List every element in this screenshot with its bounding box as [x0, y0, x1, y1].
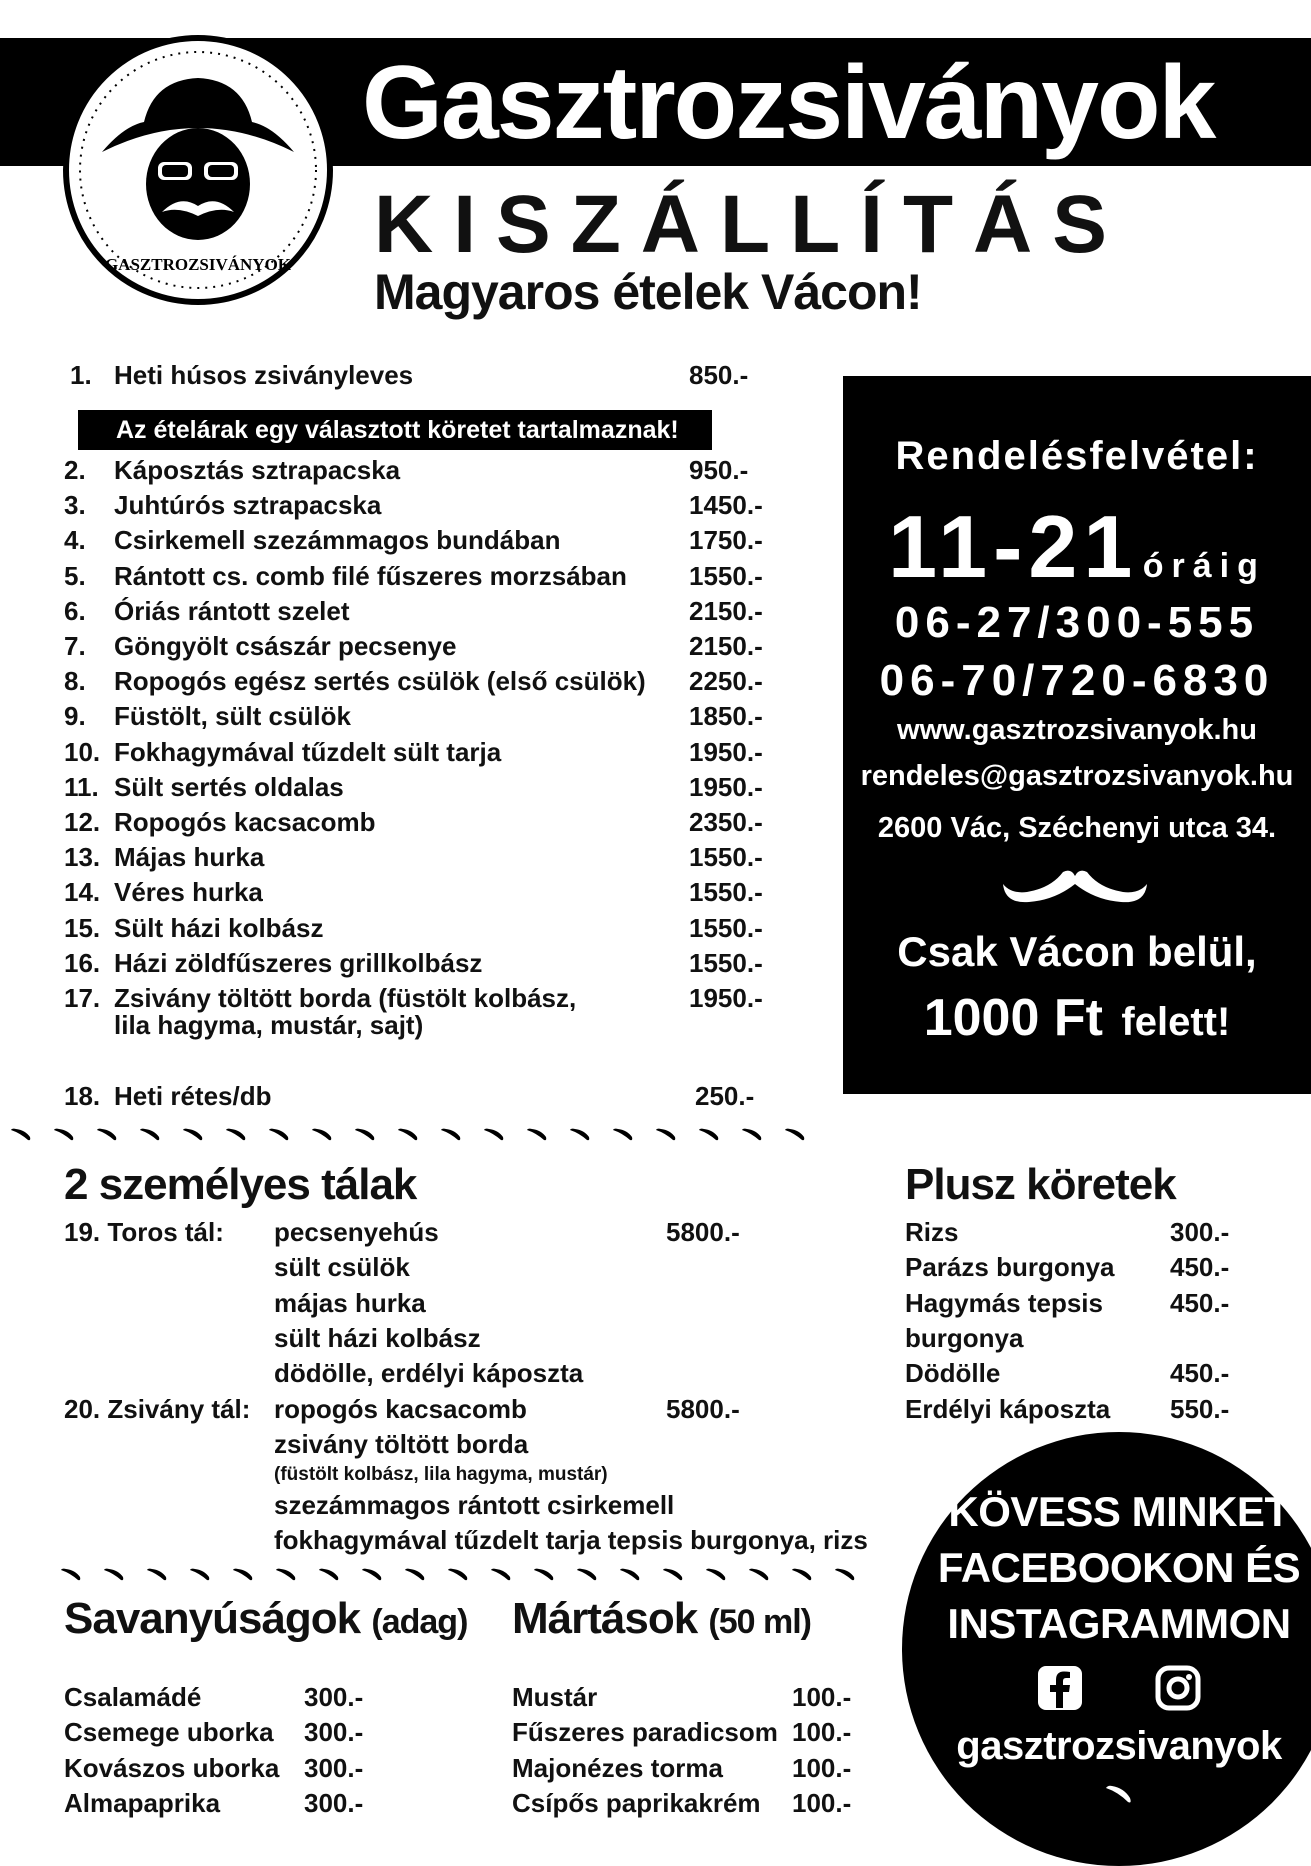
menu-item-price: 2150.- — [689, 595, 763, 626]
chili-icon — [146, 1568, 168, 1582]
chili-icon — [225, 1128, 247, 1142]
platters-title: 2 személyes tálak — [64, 1160, 417, 1209]
sides-item-price: 450.- — [1170, 1358, 1230, 1389]
pickles-title: Savanyúságok (adag) — [64, 1594, 468, 1643]
menu-item-price: 1550.- — [689, 877, 763, 908]
sides-title: Plusz köretek — [905, 1160, 1176, 1209]
menu-item-name: Májas hurka — [114, 842, 265, 873]
pickles-item-price: 300.- — [304, 1787, 364, 1818]
chili-icon — [791, 1568, 813, 1582]
pickles-item-name: Csalamádé — [64, 1682, 202, 1712]
menu-item-price: 1750.- — [689, 525, 763, 556]
pickles-item-name: Kovászos uborka — [64, 1752, 280, 1783]
sauces-item-price: 100.- — [792, 1717, 852, 1748]
platter-item: sült házi kolbász — [274, 1322, 481, 1353]
menu-item — [64, 805, 774, 840]
menu-item-name: Juhtúrós sztrapacska — [114, 490, 382, 521]
menu-item-name: Káposztás sztrapacska — [114, 455, 401, 485]
menu-item: 18. Heti rétes/db 250.- — [64, 1081, 755, 1111]
platter-price: 5800.- — [666, 1217, 740, 1247]
menu-item-name: Ropogós egész sertés csülök (első csülök) — [114, 666, 646, 697]
platter-note: (füstölt kolbász, lila hagyma, mustár) — [274, 1464, 608, 1485]
sauces-item-name: Csípős paprikakrém — [512, 1787, 761, 1818]
menu-item-number: 4. — [64, 525, 86, 556]
sauces-item-name: Majonézes torma — [512, 1752, 723, 1783]
social-handle[interactable]: gasztrozsivanyok — [956, 1724, 1282, 1768]
menu-item-name: Füstölt, sült csülök — [114, 701, 351, 732]
sauces-title: Mártások (50 ml) — [512, 1594, 812, 1643]
chili-icon — [698, 1128, 720, 1142]
chili-icon — [619, 1568, 641, 1582]
menu-item — [64, 523, 774, 558]
chili-icon — [361, 1568, 383, 1582]
platter-label: 20. Zsivány tál: — [64, 1394, 251, 1424]
menu-item-price: 2150.- — [689, 631, 763, 661]
chili-icon — [741, 1128, 763, 1142]
pickles-item-name: Csemege uborka — [64, 1717, 274, 1748]
menu-item-continuation: lila hagyma, mustár, sajt) — [114, 1010, 424, 1040]
menu-item-number: 10. — [64, 736, 101, 767]
chili-icon — [662, 1568, 684, 1582]
menu-item-number: 13. — [64, 842, 101, 873]
chili-icon — [53, 1128, 75, 1142]
social-line: KÖVESS MINKET — [948, 1488, 1290, 1535]
sides-item-name: Rizs — [905, 1217, 959, 1247]
menu-item — [64, 629, 774, 664]
menu-item-name: Ropogós kacsacomb — [114, 807, 376, 837]
email-link[interactable]: rendeles@gasztrozsivanyok.hu — [860, 760, 1294, 792]
chili-icon — [318, 1568, 340, 1582]
menu-item-number: 2. — [64, 455, 86, 485]
menu-item — [64, 453, 774, 488]
menu-item-name: Sült házi kolbász — [114, 912, 324, 943]
order-info-box — [843, 376, 1311, 1094]
menu-item-price: 1550.- — [689, 560, 763, 591]
chili-icon — [404, 1568, 426, 1582]
chili-icon — [397, 1128, 419, 1142]
menu-item-number: 14. — [64, 877, 101, 908]
chili-icon — [275, 1568, 297, 1582]
menu-item-price: 2350.- — [689, 807, 763, 837]
menu-item-name: Zsivány töltött borda (füstölt kolbász, — [114, 983, 577, 1013]
menu-item-name: Rántott cs. comb filé fűszeres morzsában — [114, 560, 627, 591]
chili-icon — [268, 1128, 290, 1142]
chili-icon — [834, 1568, 856, 1582]
sides-item-name: Parázs burgonya — [905, 1252, 1115, 1283]
chili-icon — [569, 1128, 591, 1142]
chili-icon — [1104, 1784, 1134, 1806]
sides-item-price: 450.- — [1170, 1287, 1230, 1318]
menu-item-number: 11. — [64, 771, 99, 802]
social-line: INSTAGRAMMON — [947, 1600, 1291, 1647]
menu-item-price: 1950.- — [689, 771, 763, 802]
platter-item: dödölle, erdélyi káposzta — [274, 1358, 584, 1389]
menu-item — [64, 911, 774, 946]
price-notice: Az ételárak egy választott köretet tartalmaznak! — [78, 410, 712, 450]
menu-item-name: Sült sertés oldalas — [114, 771, 344, 802]
chili-icon — [533, 1568, 555, 1582]
chili-icon — [705, 1568, 727, 1582]
mustache-icon — [999, 864, 1151, 908]
chili-divider — [10, 1128, 830, 1142]
menu-item — [64, 699, 774, 734]
menu-item-number: 15. — [64, 912, 101, 943]
menu-item — [64, 840, 774, 875]
chili-icon — [232, 1568, 254, 1582]
tagline: Magyaros ételek Vácon! — [374, 264, 922, 320]
menu-item-number: 5. — [64, 560, 86, 591]
menu-item-name: Véres hurka — [114, 877, 263, 908]
menu-item — [64, 664, 774, 699]
sauces-item-name: Fűszeres paradicsom — [512, 1717, 778, 1748]
chili-icon — [483, 1128, 505, 1142]
platter-item: ropogós kacsacomb — [274, 1394, 527, 1424]
menu-item-name: Házi zöldfűszeres grillkolbász — [114, 947, 483, 978]
sauces-item-price: 100.- — [792, 1682, 852, 1712]
menu-item-price: 1550.- — [689, 842, 763, 873]
sauces-item-name: Mustár — [512, 1682, 598, 1712]
chili-icon — [440, 1128, 462, 1142]
pickles-item-price: 300.- — [304, 1682, 364, 1712]
chili-icon — [96, 1128, 118, 1142]
menu-item-number: 3. — [64, 490, 86, 521]
platter-label: 19. Toros tál: — [64, 1217, 224, 1247]
social-line: FACEBOOKON ÉS — [937, 1544, 1301, 1591]
chili-icon — [182, 1128, 204, 1142]
sides-item-name: Erdélyi káposzta — [905, 1393, 1111, 1424]
menu-item-price: 1550.- — [689, 947, 763, 978]
chili-icon — [139, 1128, 161, 1142]
menu-item-number: 17. — [64, 983, 101, 1013]
pickles-item-price: 300.- — [304, 1717, 364, 1748]
chili-icon — [576, 1568, 598, 1582]
svg-text:GASZTROZSIVÁNYOK: GASZTROZSIVÁNYOK — [104, 255, 292, 274]
menu-item — [64, 946, 774, 981]
chili-icon — [189, 1568, 211, 1582]
brand-name: Gasztrozsiványok — [362, 45, 1215, 161]
chili-icon — [354, 1128, 376, 1142]
menu-item-name: Óriás rántott szelet — [114, 595, 350, 626]
chili-divider — [60, 1568, 900, 1582]
pickles-item-name: Almapaprika — [64, 1787, 221, 1818]
menu-item: 1. Heti húsos zsiványleves 850.- — [70, 360, 749, 390]
sides-item-name: Dödölle — [905, 1358, 1001, 1389]
platter-item: sült csülök — [274, 1252, 410, 1283]
sides-item-price: 450.- — [1170, 1252, 1230, 1283]
menu-item-price: 950.- — [689, 455, 749, 485]
menu-item-number: 12. — [64, 807, 101, 837]
platter-item: zsivány töltött borda — [274, 1429, 529, 1459]
platter-item: szezámmagos rántott csirkemell — [274, 1490, 675, 1520]
menu-item — [64, 488, 774, 523]
menu-item — [64, 735, 774, 770]
phone-number-2[interactable]: 06-70/720-6830 — [879, 656, 1275, 705]
sides-item-price: 300.- — [1170, 1217, 1230, 1247]
menu-item-name: Csirkemell szezámmagos bundában — [114, 525, 561, 556]
platter-item: májas hurka — [274, 1287, 426, 1318]
chili-icon — [612, 1128, 634, 1142]
delivery-condition-2: 1000 Ft felett! — [923, 989, 1231, 1047]
social-follow-circle — [902, 1432, 1311, 1866]
sides-item-name: burgonya — [905, 1322, 1024, 1353]
menu-item-name: Fokhagymával tűzdelt sült tarja — [114, 736, 502, 767]
delivery-heading: KISZÁLLÍTÁS — [374, 179, 1127, 270]
menu-item — [64, 559, 774, 594]
chili-icon — [490, 1568, 512, 1582]
logo — [62, 34, 334, 306]
menu-item-price: 2250.- — [689, 666, 763, 697]
sides-item-price: 550.- — [1170, 1393, 1230, 1424]
menu-item-price: 1450.- — [689, 490, 763, 521]
menu-item — [64, 770, 774, 805]
chili-icon — [60, 1568, 82, 1582]
instagram-icon[interactable] — [1154, 1664, 1202, 1712]
pickles-item-price: 300.- — [304, 1752, 364, 1783]
phone-number-1[interactable]: 06-27/300-555 — [894, 598, 1260, 647]
menu-item-number: 8. — [64, 666, 86, 697]
chili-icon — [526, 1128, 548, 1142]
chili-icon — [10, 1128, 32, 1142]
order-hours: 11-21 óráig — [888, 497, 1266, 596]
platter-price: 5800.- — [666, 1394, 740, 1424]
order-heading: Rendelésfelvétel: — [895, 434, 1259, 478]
menu-item — [64, 594, 774, 629]
chili-icon — [311, 1128, 333, 1142]
menu-item-price: 1550.- — [689, 912, 763, 943]
sides-item-name: Hagymás tepsis — [905, 1287, 1103, 1318]
menu-item-name: Göngyölt császár pecsenye — [114, 631, 457, 661]
sauces-item-price: 100.- — [792, 1787, 852, 1818]
menu-item-number: 6. — [64, 595, 86, 626]
menu-item-number: 7. — [64, 631, 86, 661]
chili-icon — [103, 1568, 125, 1582]
menu-item-price: 1950.- — [689, 983, 763, 1013]
address: 2600 Vác, Széchenyi utca 34. — [877, 812, 1277, 844]
chili-icon — [447, 1568, 469, 1582]
menu-item-number: 16. — [64, 947, 101, 978]
delivery-condition-1: Csak Vácon belül, — [897, 928, 1257, 975]
platter-item: fokhagymával tűzdelt tarja tepsis burgonya, rizs — [274, 1525, 868, 1555]
sauces-item-price: 100.- — [792, 1752, 852, 1783]
platter-item: pecsenyehús — [274, 1217, 439, 1247]
website-link[interactable]: www.gasztrozsivanyok.hu — [897, 714, 1257, 746]
menu-item-price: 1850.- — [689, 701, 763, 732]
chili-icon — [784, 1128, 806, 1142]
menu-item — [64, 875, 774, 910]
menu-item-price: 1950.- — [689, 736, 763, 767]
menu-item-number: 9. — [64, 701, 86, 732]
chili-icon — [655, 1128, 677, 1142]
facebook-icon[interactable] — [1036, 1664, 1084, 1712]
chili-icon — [748, 1568, 770, 1582]
